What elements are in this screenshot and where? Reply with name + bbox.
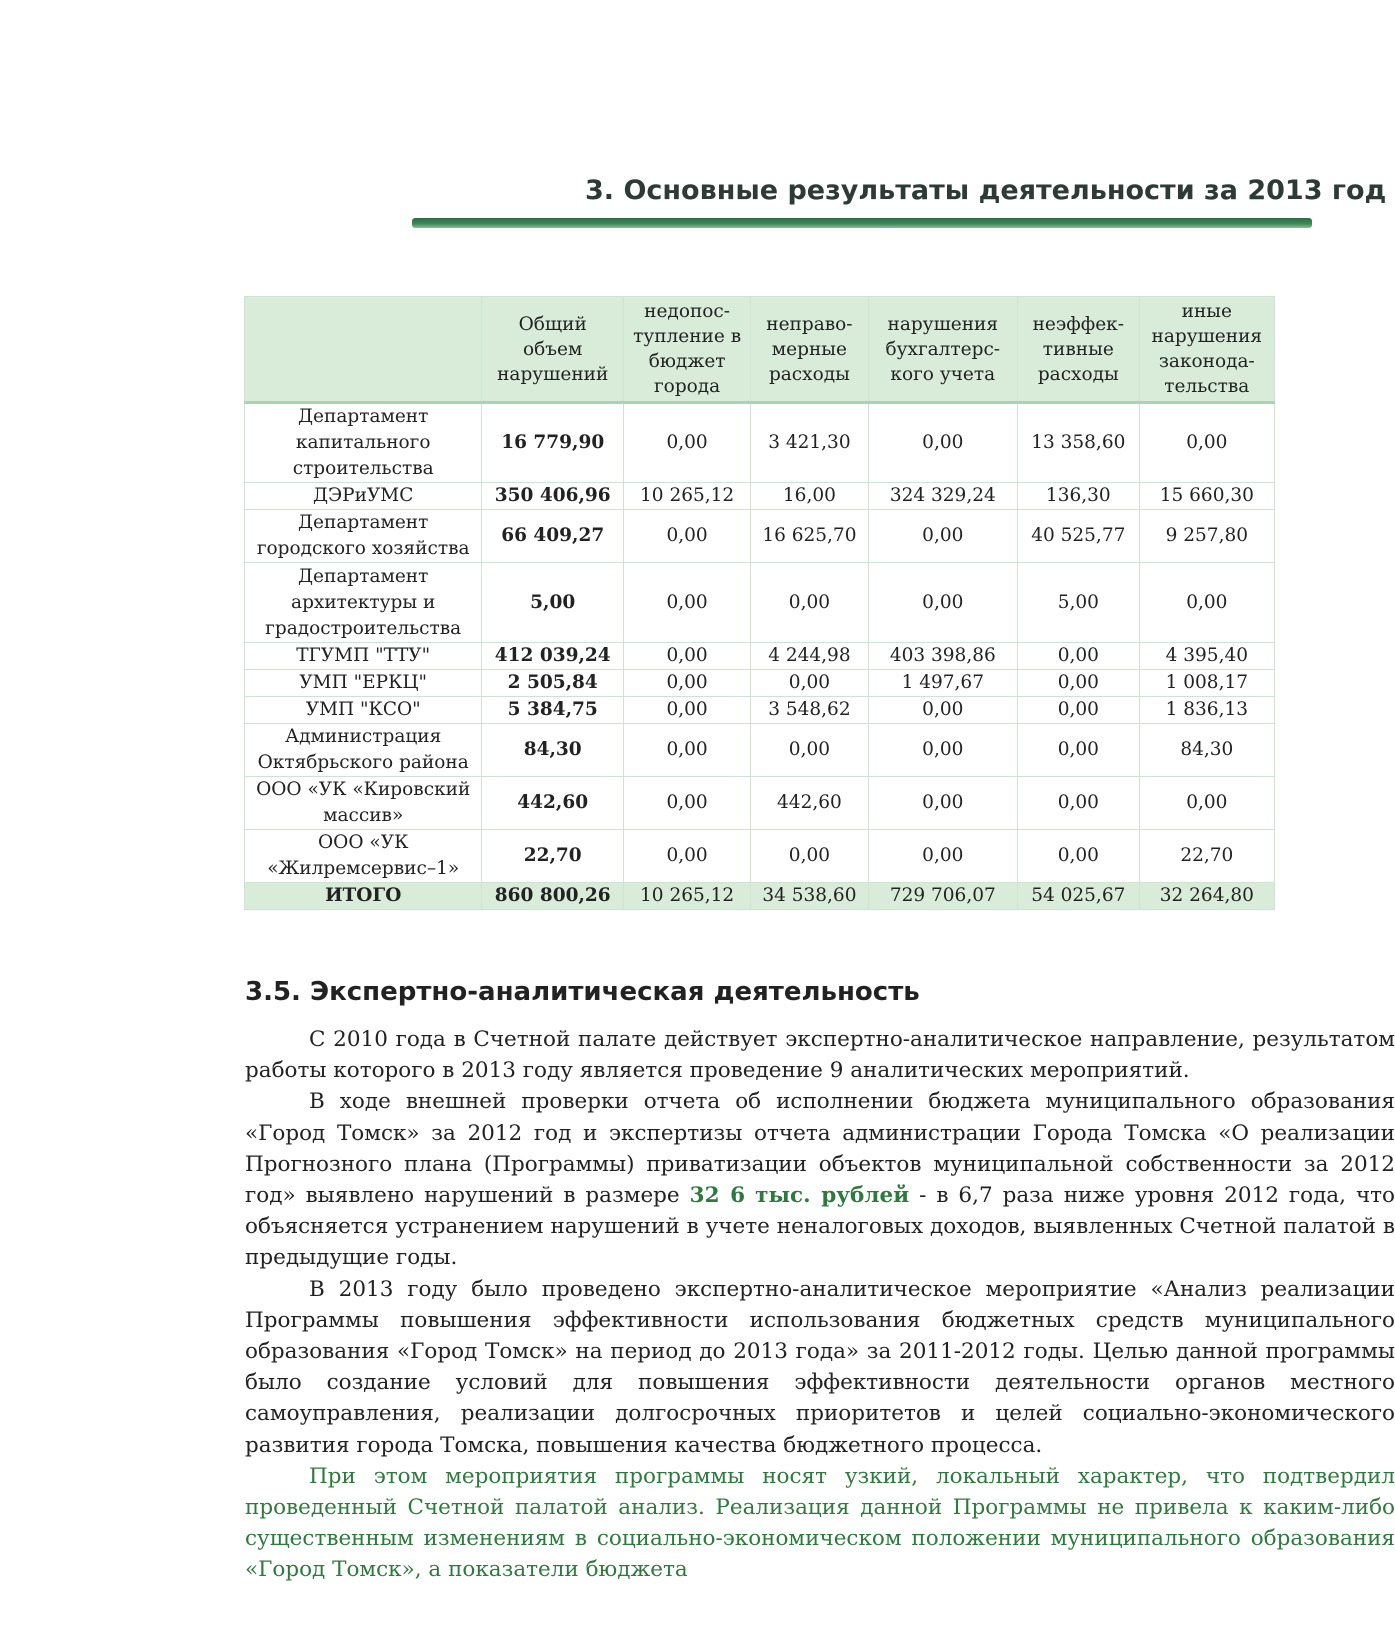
paragraph: С 2010 года в Счетной палате действует экспертно-аналитическое направление, результатом работы которого в 2013 году является проведение 9 аналитических мероприятий. [245,1027,1395,1084]
org-cell: ООО «УК «Кировский массив» [245,777,482,830]
value-cell: 15 660,30 [1139,483,1274,510]
value-cell: 0,00 [624,777,751,830]
total-cell: 5 384,75 [482,697,624,724]
table-row [245,697,1275,724]
table-row [245,483,1275,510]
value-cell: 0,00 [624,563,751,643]
column-header: Общий объем нарушений [482,297,624,403]
org-cell: УМП "КСО" [245,697,482,724]
total-cell: 5,00 [482,563,624,643]
paragraph [245,1086,1395,1273]
org-cell: ИТОГО [245,883,482,910]
table-row [245,830,1275,883]
value-cell: 0,00 [868,830,1017,883]
value-cell: 0,00 [751,724,868,777]
value-cell: 0,00 [624,830,751,883]
page-header-title: 3. Основные результаты деятельности за 2013 год [585,175,1387,206]
column-header [245,297,482,403]
table-total-row [245,883,1275,910]
value-cell: 0,00 [1139,563,1274,643]
total-cell: 442,60 [482,777,624,830]
value-cell: 0,00 [624,724,751,777]
value-cell: 0,00 [624,643,751,670]
value-cell: 0,00 [868,403,1017,483]
total-cell: 22,70 [482,830,624,883]
value-cell: 0,00 [868,563,1017,643]
value-cell: 0,00 [1017,777,1139,830]
total-cell: 412 039,24 [482,643,624,670]
value-cell: 3 548,62 [751,697,868,724]
value-cell: 54 025,67 [1017,883,1139,910]
org-cell: Департамент архитектуры и градостроительства [245,563,482,643]
value-cell: 4 395,40 [1139,643,1274,670]
column-header: неэффек-тивные расходы [1017,297,1139,403]
total-cell: 350 406,96 [482,483,624,510]
table-row [245,510,1275,563]
org-cell: ООО «УК «Жилремсервис–1» [245,830,482,883]
value-cell: 4 244,98 [751,643,868,670]
table-row [245,777,1275,830]
value-cell: 324 329,24 [868,483,1017,510]
org-cell: ДЭРиУМС [245,483,482,510]
value-cell: 0,00 [1017,670,1139,697]
value-cell: 0,00 [868,510,1017,563]
value-cell: 0,00 [624,697,751,724]
violations-table [244,296,1275,910]
column-header: иные нарушения законода-тельства [1139,297,1274,403]
value-cell: 0,00 [868,724,1017,777]
value-cell: 16,00 [751,483,868,510]
value-cell: 403 398,86 [868,643,1017,670]
table-row [245,563,1275,643]
org-cell: Департамент городского хозяйства [245,510,482,563]
paragraph-text: - в 6,7 раза ниже уровня 2012 года, что объясняется устранением нарушений в учете неналоговых доходов, выявленных Счетной палатой в предыдущие годы. [245,1183,1395,1271]
paragraph-text: В ходе внешней проверки отчета об исполнении бюджета муниципального образования «Город Томск» за 2012 год и экспертизы отчета администрации Города Томска «О реализации Прогнозного плана (Программы) приватизации объектов муниципальной собственности за 2012 год» выявлено нарушений в размере [245,1089,1395,1209]
org-cell: УМП "ЕРКЦ" [245,670,482,697]
value-cell: 34 538,60 [751,883,868,910]
total-cell: 66 409,27 [482,510,624,563]
value-cell: 13 358,60 [1017,403,1139,483]
value-cell: 0,00 [624,670,751,697]
total-cell: 860 800,26 [482,883,624,910]
table-row [245,643,1275,670]
value-cell: 0,00 [868,697,1017,724]
total-cell: 16 779,90 [482,403,624,483]
value-cell: 84,30 [1139,724,1274,777]
value-cell: 5,00 [1017,563,1139,643]
section-body [245,1024,1395,1586]
table-row [245,724,1275,777]
paragraph-highlighted: При этом мероприятия программы носят узкий, локальный характер, что подтвердил проведенный Счетной палатой анализ. Реализация данной Программы не привела к каким-либо существенным изменениям в социально-экономическом положении муниципального образования «Город Томск», а показатели бюджета [245,1463,1395,1583]
value-cell: 0,00 [1017,724,1139,777]
value-cell: 16 625,70 [751,510,868,563]
highlighted-amount: 32 6 [689,1183,746,1209]
column-header: неправо-мерные расходы [751,297,868,403]
value-cell: 0,00 [1139,777,1274,830]
value-cell: 0,00 [1139,403,1274,483]
table-row [245,670,1275,697]
table-row [245,403,1275,483]
org-cell: ТГУМП "ТТУ" [245,643,482,670]
column-header: нарушения бухгалтерс-кого учета [868,297,1017,403]
value-cell: 10 265,12 [624,483,751,510]
column-header: недопос-тупление в бюджет города [624,297,751,403]
value-cell: 0,00 [1017,643,1139,670]
value-cell: 0,00 [751,830,868,883]
value-cell: 3 421,30 [751,403,868,483]
value-cell: 1 008,17 [1139,670,1274,697]
value-cell: 442,60 [751,777,868,830]
paragraph: В 2013 году было проведено экспертно-аналитическое мероприятие «Анализ реализации Программы повышения эффективности использования бюджетных средств муниципального образования «Город Томск» на период до 2013 года» за 2011-2012 годы. Целью данной программы было создание условий для повышения эффективности деятельности органов местного самоуправления, реализации долгосрочных приоритетов и целей социально-экономического развития города Томска, повышения качества бюджетного процесса. [245,1276,1395,1458]
value-cell: 1 836,13 [1139,697,1274,724]
section-heading: 3.5. Экспертно-аналитическая деятельность [245,977,920,1007]
value-cell: 10 265,12 [624,883,751,910]
value-cell: 0,00 [1017,830,1139,883]
header-divider [412,218,1312,228]
total-cell: 84,30 [482,724,624,777]
org-cell: Администрация Октябрьского района [245,724,482,777]
table-header-row [245,297,1275,403]
value-cell: 32 264,80 [1139,883,1274,910]
value-cell: 0,00 [1017,697,1139,724]
total-cell: 2 505,84 [482,670,624,697]
value-cell: 9 257,80 [1139,510,1274,563]
value-cell: 0,00 [751,670,868,697]
value-cell: 729 706,07 [868,883,1017,910]
value-cell: 0,00 [751,563,868,643]
org-cell: Департамент капитального строительства [245,403,482,483]
value-cell: 1 497,67 [868,670,1017,697]
value-cell: 0,00 [624,403,751,483]
value-cell: 40 525,77 [1017,510,1139,563]
value-cell: 0,00 [624,510,751,563]
highlighted-unit: тыс. рублей [755,1183,910,1209]
value-cell: 0,00 [868,777,1017,830]
value-cell: 22,70 [1139,830,1274,883]
value-cell: 136,30 [1017,483,1139,510]
